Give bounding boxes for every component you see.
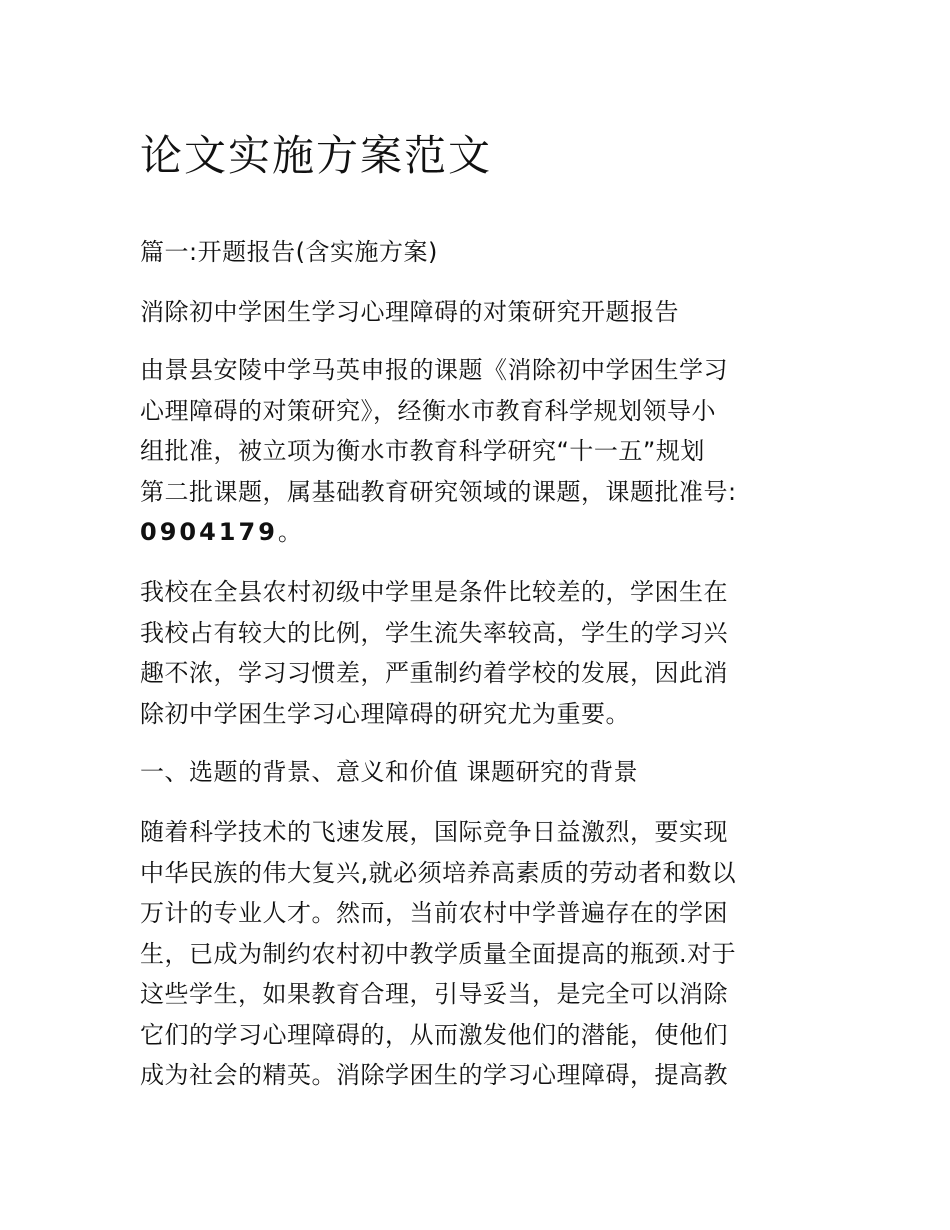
paragraph-line: 这些学生，如果教育合理，引导妥当，是完全可以消除 — [140, 980, 728, 1008]
paragraph-background — [140, 812, 810, 1096]
paragraph-line: 我校占有较大的比例，学生流失率较高，学生的学习兴 — [140, 618, 728, 647]
paragraph-project-approval — [140, 350, 810, 553]
paragraph-line: 由景县安陵中学马英申报的课题《消除初中学困生学习 — [140, 356, 728, 384]
paragraph-line: 心理障碍的对策研究》，经衡水市教育科学规划领导小 — [140, 396, 716, 425]
paragraph-line: 组批准，被立项为衡水市教育科学研究“十一五”规划 — [140, 437, 705, 465]
paragraph-line: 随着科学技术的飞速发展，国际竞争日益激烈，要实现 — [140, 818, 728, 846]
paragraph-line: 生，已成为制约农村初中教学质量全面提高的瓶颈.对于 — [140, 939, 737, 968]
paragraph-line: 万计的专业人才。然而，当前农村中学普遍存在的学困 — [140, 899, 728, 927]
approval-number: 0904179 — [140, 518, 278, 546]
approval-number-line — [140, 512, 810, 553]
paragraph-line: 趣不浓，学习习惯差，严重制约着学校的发展，因此消 — [140, 659, 728, 687]
section-heading-background: 一、选题的背景、意义和价值 课题研究的背景 — [140, 758, 639, 786]
paragraph-line: 除初中学困生学习心理障碍的研究尤为重要。 — [140, 699, 630, 728]
paragraph-line: 它们的学习心理障碍的，从而激发他们的潜能，使他们 — [140, 1020, 728, 1049]
paragraph-school-situation — [140, 572, 810, 734]
report-title: 消除初中学困生学习心理障碍的对策研究开题报告 — [140, 298, 679, 326]
document-title: 论文实施方案范文 — [140, 131, 493, 180]
paragraph-line: 成为社会的精英。消除学困生的学习心理障碍，提高教 — [140, 1061, 728, 1089]
paragraph-line: 第二批课题，属基础教育研究领域的课题，课题批准号: — [140, 477, 737, 506]
approval-suffix: 。 — [277, 518, 303, 546]
paragraph-line: 我校在全县农村初级中学里是条件比较差的，学困生在 — [140, 578, 728, 606]
paragraph-line: 中华民族的伟大复兴,就必须培养高素质的劳动者和数以 — [140, 858, 737, 887]
section-heading: 篇一:开题报告(含实施方案) — [140, 238, 438, 266]
